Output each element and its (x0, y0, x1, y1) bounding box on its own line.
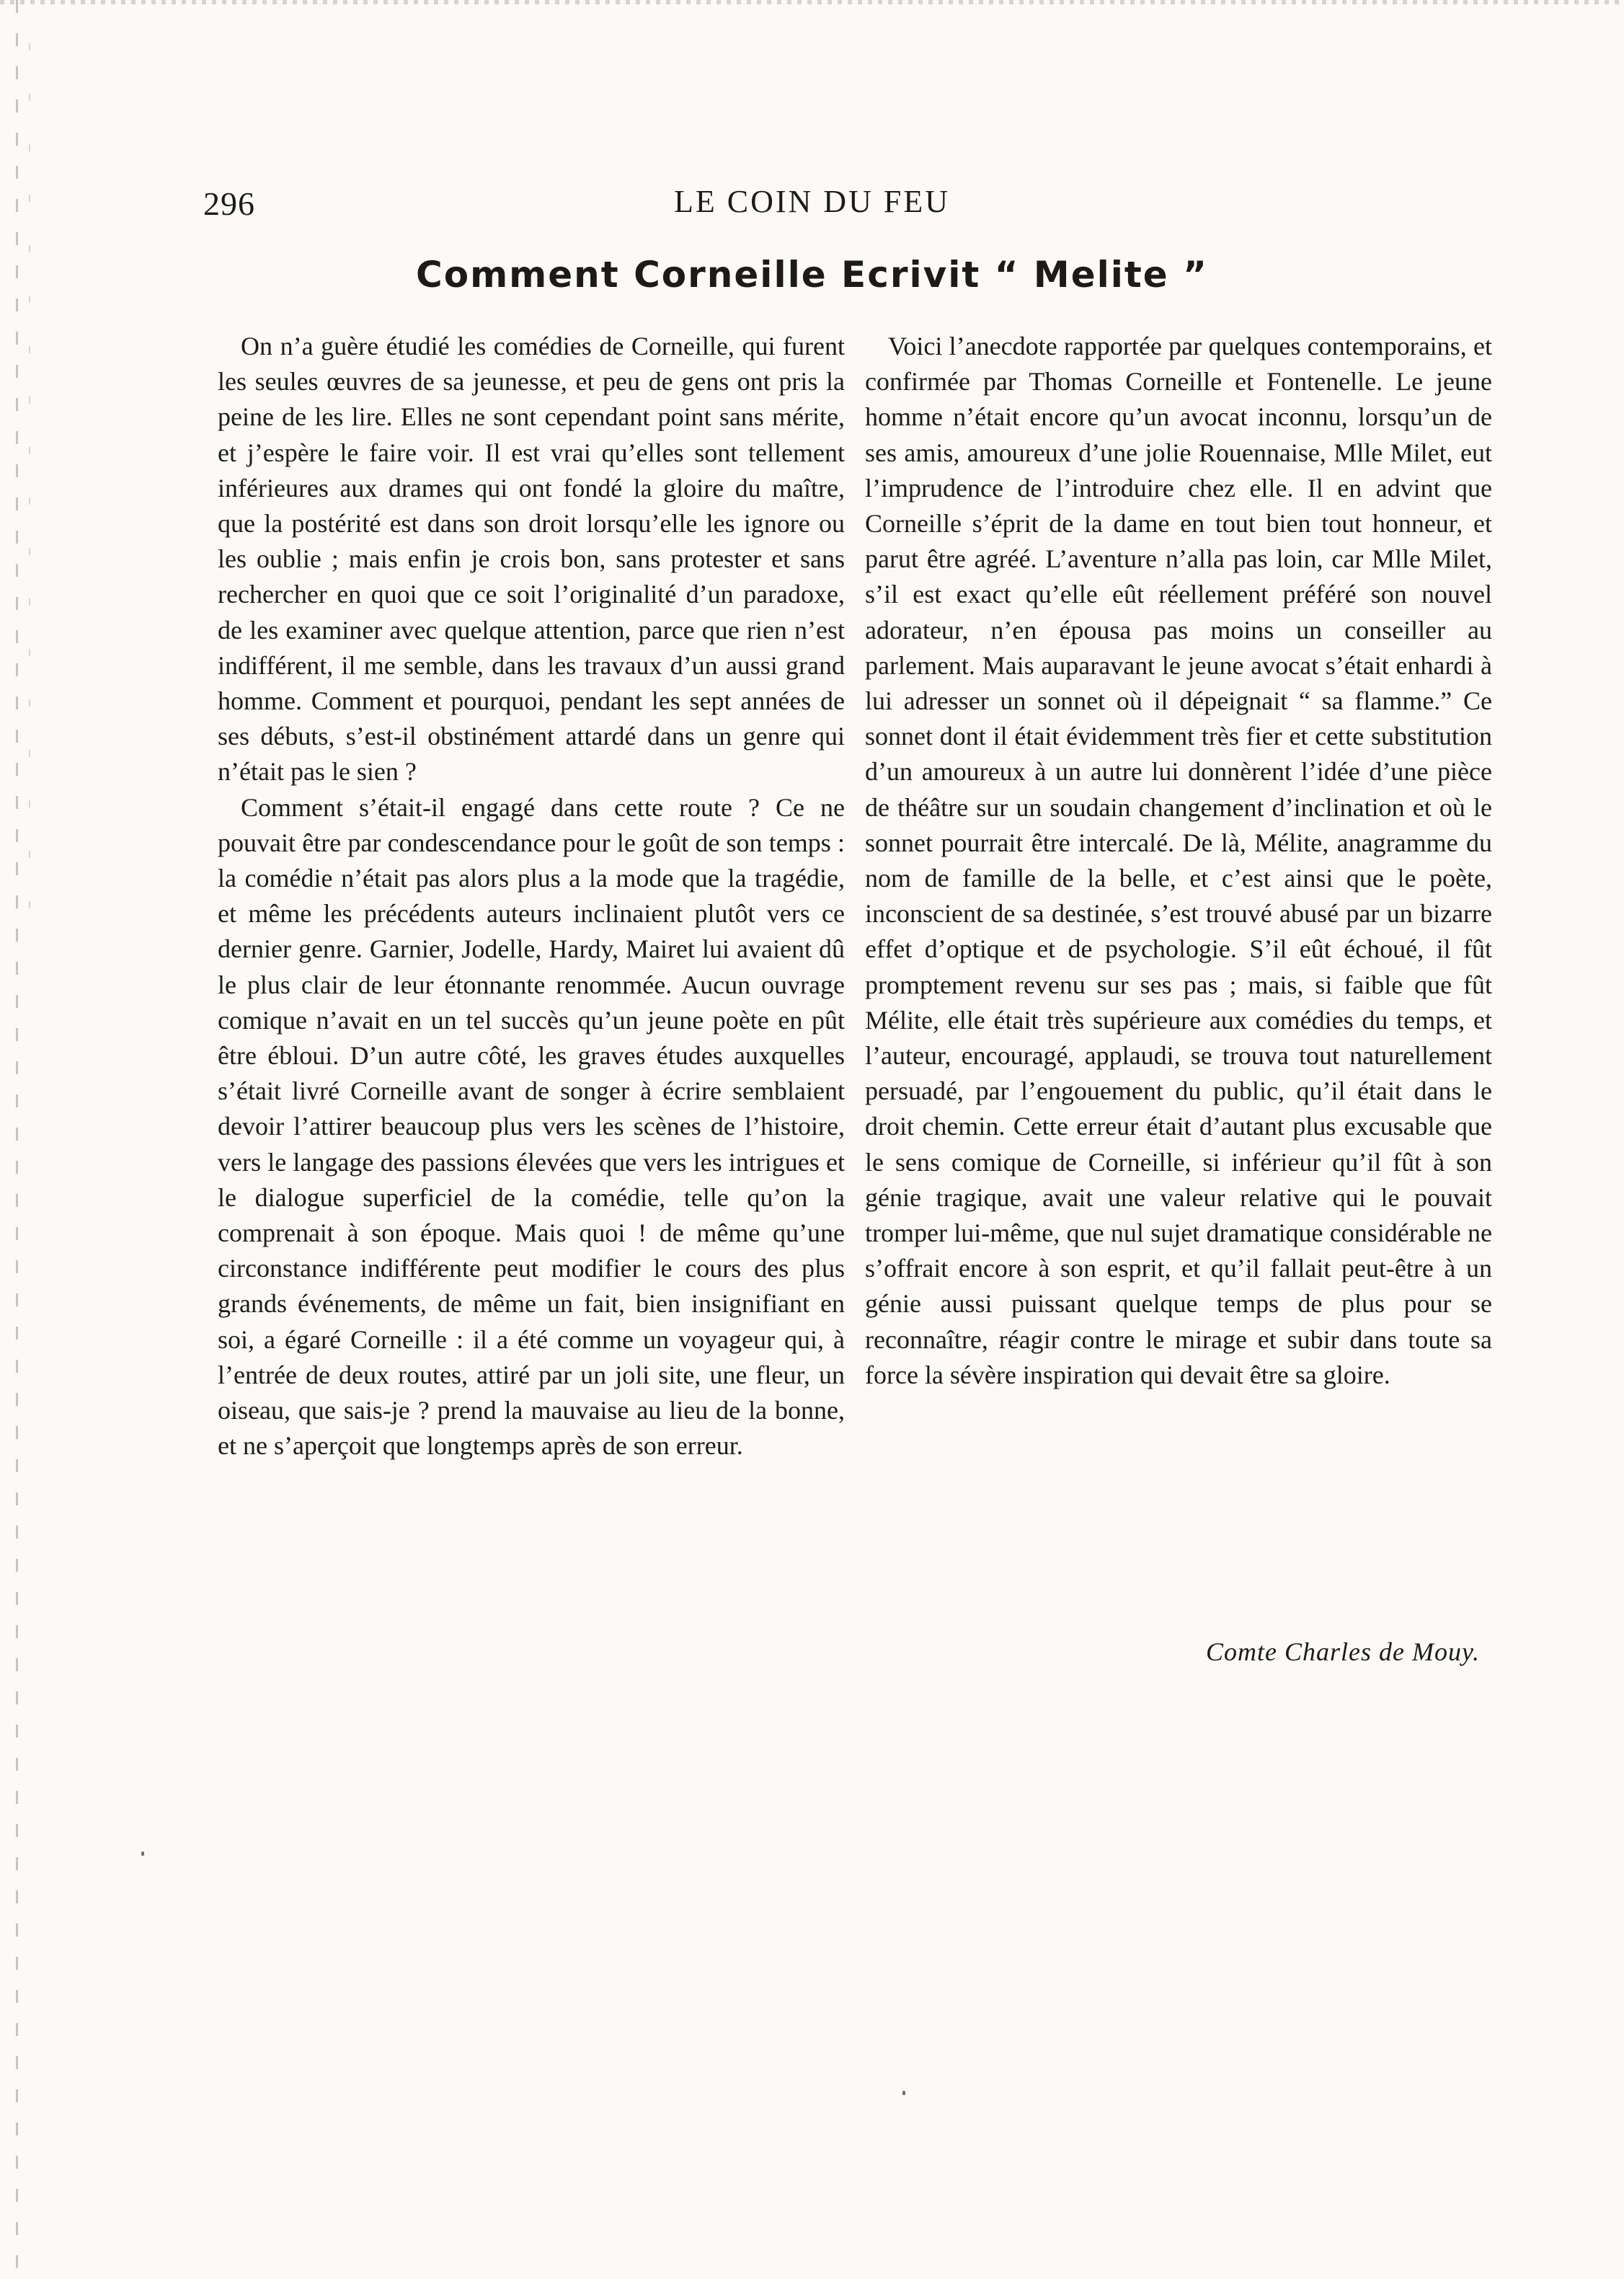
scan-edge-left (16, 0, 18, 2279)
paragraph: Comment s’était-il engagé dans cette route ? Ce ne pouvait être par condescendance pour le goût de son temps : la comédie n’était pas alors plus a la mode que la tragédie, et même les précédents auteurs inclinaient plutôt vers ce dernier genre. Garnier, Jodelle, Hardy, Mairet lui avaient dû le plus clair de leur étonnante renommée. Aucun ouvrage comique n’avait en un tel succès qu’un jeune poète en pût être ébloui. D’un autre côté, les graves études auxquelles s’était livré Corneille avant de songer à écrire semblaient devoir l’attirer beaucoup plus vers les scènes de l’histoire, vers le langage des passions élevées que vers les intrigues et le dialogue superficiel de la comédie, telle qu’on la comprenait à son époque. Mais quoi ! de même qu’une circonstance indifférente peut modifier le cours des plus grands événements, de même un fait, bien insignifiant en soi, a égaré Corneille : il a été comme un voyageur qui, à l’entrée de deux routes, attiré par un joli site, une fleur, un oiseau, que sais-je ? prend la mauvaise au lieu de la bonne, et ne s’aperçoit que longtemps après de son erreur. (218, 792, 845, 1461)
article-title: Comment Corneille Ecrivit “ Melite ” (416, 254, 1208, 296)
scan-edge-left-inner (29, 43, 30, 908)
author-signature: Comte Charles de Mouy. (1206, 1637, 1480, 1666)
text-column-right (865, 329, 1492, 1393)
text-column-left (218, 329, 845, 1464)
page-number: 296 (203, 185, 255, 222)
scan-speck (141, 1851, 144, 1856)
running-title: LE COIN DU FEU (674, 184, 950, 219)
scan-speck (902, 2091, 905, 2095)
scan-edge-top (0, 0, 1624, 4)
paragraph: Voici l’anecdote rapportée par quelques contemporains, et confirmée par Thomas Corneille et Fontenelle. Le jeune homme n’était encore qu’un avocat inconnu, lorsqu’un de ses amis, amoureux d’une jolie Rouennaise, Mlle Milet, eut l’imprudence de l’introduire chez elle. Il en advint que Corneille s’éprit de la dame en tout bien tout honneur, et parut être agréé. L’aventure n’alla pas loin, car Mlle Milet, s’il est exact qu’elle eût réellement préféré son nouvel adorateur, n’en épousa pas moins un conseiller au parlement. Mais auparavant le jeune avocat s’était enhardi à lui adresser un sonnet où il dépeignait “ sa flamme.” Ce sonnet dont il était évidemment très fier et cette substitution d’un amoureux à un autre lui donnèrent l’idée d’une pièce de théâtre sur un soudain changement d’inclination et où le sonnet pourrait être intercalé. De là, Mélite, anagramme du nom de famille de la belle, et c’est ainsi que le poète, inconscient de sa destinée, s’est trouvé abusé par un bizarre effet d’optique et de psychologie. S’il eût échoué, il fût promptement revenu sur ses pas ; mais, si faible que fût Mélite, elle était très supérieure aux comédies du temps, et l’auteur, encouragé, applaudi, se trouva tout naturellement persuadé, par l’engouement du public, qu’il était dans le droit chemin. Cette erreur était d’autant plus excusable que le sens comique de Corneille, si inférieur qu’il fût à son génie tragique, avait une valeur relative qui le pouvait tromper lui-même, que nul sujet dramatique considérable ne s’offrait encore à son esprit, et qu’il fallait peut-être à un génie aussi puissant quelque temps de plus pour se reconnaître, réagir contre le mirage et subir dans toute sa force la sévère inspiration qui devait être sa gloire. (865, 332, 1492, 1389)
paragraph: On n’a guère étudié les comédies de Corneille, qui furent les seules œuvres de sa jeunesse, et peu de gens ont pris la peine de les lire. Elles ne sont cependant point sans mérite, et j’espère le faire voir. Il est vrai qu’elles sont tellement inférieures aux drames qui ont fondé la gloire du maître, que la postérité est dans son droit lorsqu’elle les ignore ou les oublie ; mais enfin je crois bon, sans protester et sans rechercher en quoi que ce soit l’originalité d’un paradoxe, de les examiner avec quelque attention, parce que rien n’est indifférent, il me semble, dans les travaux d’un aussi grand homme. Comment et pourquoi, pendant les sept années de ses débuts, s’est-il obstinément attardé dans un genre qui n’était pas le sien ? (218, 332, 845, 787)
